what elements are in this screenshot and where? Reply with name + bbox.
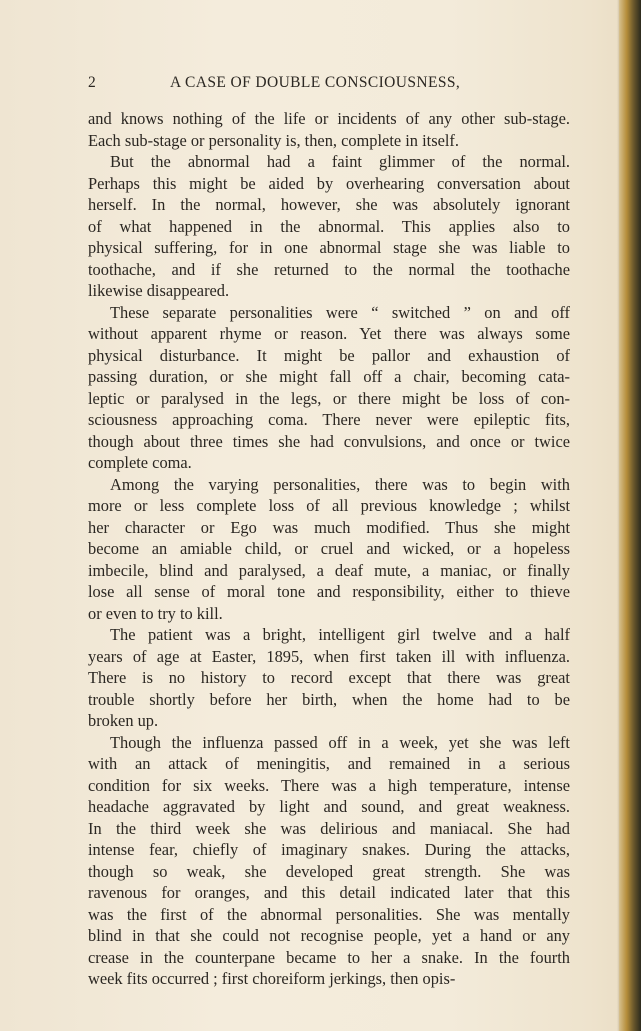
text-line: herself. In the normal, however, she was absolutely ignorant — [88, 195, 570, 214]
text-line: physical suffering, for in one abnormal stage she was liable to — [88, 238, 570, 257]
text-line: headache aggravated by light and sound, and great weakness. — [88, 797, 570, 816]
text-line: was the first of the abnormal personalities. She was mentally — [88, 904, 570, 924]
text-line: ravenous for oranges, and this detail indicated later that this — [88, 883, 570, 902]
text-line: or even to try to kill. — [88, 603, 223, 623]
text-line: her character or Ego was much modified. Thus she might — [88, 517, 570, 537]
text-line: sciousness approaching coma. There never were epileptic fits, — [88, 410, 570, 429]
text-line: imbecile, blind and paralysed, a deaf mute, a maniac, or finally — [88, 560, 570, 580]
text-line: lose all sense of moral tone and responsibility, either to thieve — [88, 582, 570, 601]
text-line: week fits occurred ; first choreiform jerkings, then opis- — [88, 969, 456, 988]
text-line: There is no history to record except that there was great — [88, 668, 570, 687]
text-line: though about three times she had convulsions, and once or twice — [88, 431, 570, 451]
text-line: crease in the counterpane became to her a snake. In the fourth — [88, 947, 570, 967]
text-line: likewise disappeared. — [88, 281, 230, 300]
text-line: The patient was a bright, intelligent girl twelve and a half — [110, 625, 570, 644]
page-number: 2 — [88, 74, 97, 91]
text-line: broken up. — [88, 711, 159, 730]
running-head: A CASE OF DOUBLE CONSCIOUSNESS, — [170, 74, 461, 91]
text-line: Though the influenza passed off in a week, yet she was left — [110, 732, 570, 752]
text-line: with an attack of meningitis, and remained in a serious — [88, 754, 570, 773]
text-line: of what happened in the abnormal. This applies also to — [88, 216, 570, 236]
text-line: physical disturbance. It might be pallor and exhaustion of — [88, 345, 570, 365]
paragraph — [88, 108, 570, 151]
text-line: blind in that she could not recognise people, yet a hand or any — [88, 926, 570, 945]
paragraph — [88, 151, 570, 302]
text-line: But the abnormal had a faint glimmer of the normal. — [110, 152, 570, 171]
text-line: In the third week she was delirious and maniacal. She had — [88, 818, 570, 838]
page-header — [88, 74, 593, 96]
text-line: condition for six weeks. There was a high temperature, intense — [88, 775, 570, 795]
text-line: leptic or paralysed in the legs, or there might be loss of con- — [88, 388, 570, 408]
text-line: though so weak, she developed great strength. She was — [88, 861, 570, 881]
text-line: Each sub-stage or personality is, then, complete in itself. — [88, 130, 459, 150]
text-line: without apparent rhyme or reason. Yet there was always some — [88, 324, 570, 343]
book-spine-edge — [619, 0, 641, 1031]
text-line: intense fear, chiefly of imaginary snakes. During the attacks, — [88, 840, 570, 859]
text-line: These separate personalities were “ switched ” on and off — [110, 302, 570, 322]
text-line: passing duration, or she might fall off a chair, becoming cata- — [88, 367, 570, 386]
text-line: complete coma. — [88, 453, 192, 472]
paragraph — [88, 624, 570, 732]
paragraph — [88, 302, 570, 474]
text-line: trouble shortly before her birth, when the home had to be — [88, 689, 570, 709]
text-line: toothache, and if she returned to the normal the toothache — [88, 259, 570, 279]
text-line: years of age at Easter, 1895, when first taken ill with influenza. — [88, 646, 570, 666]
text-line: more or less complete loss of all previous knowledge ; whilst — [88, 496, 570, 515]
text-line: Among the varying personalities, there was to begin with — [110, 474, 570, 494]
text-line: Perhaps this might be aided by overhearing conversation about — [88, 173, 570, 193]
body-text — [88, 108, 570, 990]
text-line: and knows nothing of the life or incidents of any other sub-stage. — [88, 109, 570, 128]
paragraph — [88, 474, 570, 625]
paragraph — [88, 732, 570, 990]
text-line: become an amiable child, or cruel and wicked, or a hopeless — [88, 539, 570, 558]
